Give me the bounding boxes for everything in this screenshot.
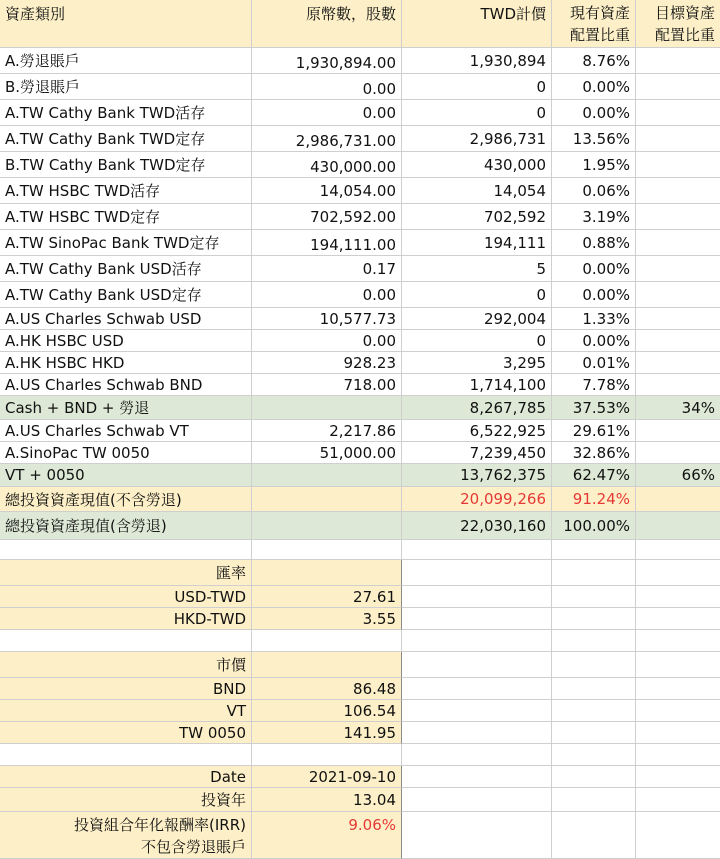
market-vt-label[interactable]: VT bbox=[0, 700, 252, 722]
table-row bbox=[0, 512, 720, 540]
twd-value[interactable]: 1,714,100 bbox=[402, 374, 552, 396]
empty-row bbox=[0, 540, 720, 560]
original-amount[interactable]: 51,000.00 bbox=[252, 442, 402, 464]
cell[interactable] bbox=[402, 700, 552, 722]
cell[interactable] bbox=[0, 540, 252, 560]
fx-usd-value[interactable]: 27.61 bbox=[252, 586, 402, 608]
asset-name[interactable]: A.TW HSBC TWD定存 bbox=[0, 204, 252, 230]
date-row bbox=[0, 766, 720, 788]
original-amount[interactable]: 1,930,894.00 bbox=[252, 48, 402, 74]
table-row bbox=[0, 204, 720, 230]
table-row bbox=[0, 126, 720, 152]
twd-value[interactable]: 0 bbox=[402, 74, 552, 100]
market-tw-row bbox=[0, 722, 720, 744]
twd-value[interactable]: 6,522,925 bbox=[402, 420, 552, 442]
asset-name[interactable]: Cash + BND + 勞退 bbox=[0, 396, 252, 420]
asset-name[interactable]: A.TW Cathy Bank USD定存 bbox=[0, 282, 252, 308]
fx-usd-label[interactable]: USD-TWD bbox=[0, 586, 252, 608]
target-allocation[interactable] bbox=[636, 374, 720, 396]
table-row bbox=[0, 282, 720, 308]
original-amount[interactable] bbox=[252, 487, 402, 512]
twd-value[interactable]: 14,054 bbox=[402, 178, 552, 204]
original-amount[interactable] bbox=[252, 464, 402, 487]
cell[interactable] bbox=[552, 744, 636, 766]
asset-name[interactable]: A.TW Cathy Bank TWD活存 bbox=[0, 100, 252, 126]
target-allocation[interactable] bbox=[636, 352, 720, 374]
years-label[interactable]: 投資年 bbox=[0, 788, 252, 812]
target-allocation[interactable]: 34% bbox=[636, 396, 720, 420]
irr-value[interactable]: 9.06% bbox=[252, 812, 402, 859]
cell[interactable] bbox=[0, 744, 252, 766]
current-allocation[interactable]: 1.95% bbox=[552, 152, 636, 178]
table-row bbox=[0, 308, 720, 330]
asset-name[interactable]: 總投資資產現值(不含勞退) bbox=[0, 487, 252, 512]
target-allocation[interactable] bbox=[636, 178, 720, 204]
original-amount[interactable]: 702,592.00 bbox=[252, 204, 402, 230]
header-current-line2: 配置比重 bbox=[569, 25, 630, 44]
cell[interactable] bbox=[252, 744, 402, 766]
cell[interactable] bbox=[636, 652, 720, 678]
table-row bbox=[0, 178, 720, 204]
twd-value[interactable]: 13,762,375 bbox=[402, 464, 552, 487]
market-bnd-value[interactable]: 86.48 bbox=[252, 678, 402, 700]
asset-name[interactable]: A.HK HSBC USD bbox=[0, 330, 252, 352]
current-allocation[interactable]: 13.56% bbox=[552, 126, 636, 152]
fx-usd-row bbox=[0, 586, 720, 608]
twd-value[interactable]: 702,592 bbox=[402, 204, 552, 230]
original-amount[interactable]: 0.00 bbox=[252, 282, 402, 308]
irr-row bbox=[0, 812, 720, 859]
twd-value[interactable]: 5 bbox=[402, 256, 552, 282]
cell[interactable] bbox=[636, 766, 720, 788]
date-value[interactable]: 2021-09-10 bbox=[252, 766, 402, 788]
cell[interactable] bbox=[552, 766, 636, 788]
cell[interactable] bbox=[402, 678, 552, 700]
target-allocation[interactable] bbox=[636, 256, 720, 282]
cell[interactable] bbox=[402, 630, 552, 652]
original-amount[interactable]: 2,986,731.00 bbox=[252, 126, 402, 152]
original-amount[interactable] bbox=[252, 512, 402, 540]
cell[interactable] bbox=[552, 560, 636, 586]
current-allocation[interactable]: 0.01% bbox=[552, 352, 636, 374]
cell[interactable] bbox=[552, 722, 636, 744]
twd-value[interactable]: 2,986,731 bbox=[402, 126, 552, 152]
asset-name[interactable]: A.SinoPac TW 0050 bbox=[0, 442, 252, 464]
twd-value[interactable]: 0 bbox=[402, 330, 552, 352]
fx-title-row bbox=[0, 560, 720, 586]
table-row bbox=[0, 442, 720, 464]
asset-name[interactable]: A.HK HSBC HKD bbox=[0, 352, 252, 374]
market-bnd-label[interactable]: BND bbox=[0, 678, 252, 700]
years-row bbox=[0, 788, 720, 812]
current-allocation[interactable]: 29.61% bbox=[552, 420, 636, 442]
original-amount[interactable]: 718.00 bbox=[252, 374, 402, 396]
original-amount[interactable]: 0.00 bbox=[252, 330, 402, 352]
table-row bbox=[0, 152, 720, 178]
current-allocation[interactable]: 0.00% bbox=[552, 330, 636, 352]
header-category[interactable]: 資產類別 bbox=[0, 0, 252, 48]
cell[interactable] bbox=[636, 540, 720, 560]
target-allocation[interactable] bbox=[636, 330, 720, 352]
asset-name[interactable]: A.US Charles Schwab BND bbox=[0, 374, 252, 396]
cell[interactable] bbox=[636, 700, 720, 722]
current-allocation[interactable]: 0.06% bbox=[552, 178, 636, 204]
twd-value[interactable]: 194,111 bbox=[402, 230, 552, 256]
target-allocation[interactable] bbox=[636, 74, 720, 100]
cell[interactable] bbox=[402, 766, 552, 788]
date-label[interactable]: Date bbox=[0, 766, 252, 788]
cell[interactable] bbox=[402, 652, 552, 678]
header-twd[interactable]: TWD計價 bbox=[402, 0, 552, 48]
cell[interactable] bbox=[402, 586, 552, 608]
twd-value[interactable]: 292,004 bbox=[402, 308, 552, 330]
table-row bbox=[0, 100, 720, 126]
twd-value[interactable]: 430,000 bbox=[402, 152, 552, 178]
original-amount[interactable]: 14,054.00 bbox=[252, 178, 402, 204]
target-allocation[interactable] bbox=[636, 230, 720, 256]
header-current[interactable] bbox=[552, 0, 636, 48]
asset-name[interactable]: A.勞退賬戶 bbox=[0, 48, 252, 74]
current-allocation[interactable]: 7.78% bbox=[552, 374, 636, 396]
asset-name[interactable]: A.TW Cathy Bank TWD定存 bbox=[0, 126, 252, 152]
target-allocation[interactable] bbox=[636, 512, 720, 540]
header-target-line1: 目標資產 bbox=[654, 3, 715, 22]
current-allocation[interactable]: 91.24% bbox=[552, 487, 636, 512]
table-row bbox=[0, 230, 720, 256]
cell[interactable] bbox=[636, 586, 720, 608]
twd-value[interactable]: 8,267,785 bbox=[402, 396, 552, 420]
target-allocation[interactable] bbox=[636, 442, 720, 464]
cell[interactable] bbox=[636, 630, 720, 652]
table-row bbox=[0, 396, 720, 420]
original-amount[interactable]: 430,000.00 bbox=[252, 152, 402, 178]
fx-title[interactable]: 匯率 bbox=[0, 560, 252, 586]
cell[interactable] bbox=[636, 678, 720, 700]
market-bnd-row bbox=[0, 678, 720, 700]
current-allocation[interactable]: 32.86% bbox=[552, 442, 636, 464]
market-tw-value[interactable]: 141.95 bbox=[252, 722, 402, 744]
cell[interactable] bbox=[552, 812, 636, 859]
cell[interactable] bbox=[402, 812, 552, 859]
header-original[interactable]: 原幣數，股數 bbox=[252, 0, 402, 48]
target-allocation[interactable] bbox=[636, 100, 720, 126]
original-amount[interactable]: 2,217.86 bbox=[252, 420, 402, 442]
twd-value[interactable]: 1,930,894 bbox=[402, 48, 552, 74]
cell[interactable] bbox=[636, 812, 720, 859]
table-row bbox=[0, 74, 720, 100]
current-allocation[interactable]: 0.00% bbox=[552, 74, 636, 100]
header-row bbox=[0, 0, 720, 48]
twd-value[interactable]: 0 bbox=[402, 282, 552, 308]
current-allocation[interactable]: 0.00% bbox=[552, 282, 636, 308]
market-vt-value[interactable]: 106.54 bbox=[252, 700, 402, 722]
cell[interactable] bbox=[402, 788, 552, 812]
cell[interactable] bbox=[636, 560, 720, 586]
years-value[interactable]: 13.04 bbox=[252, 788, 402, 812]
table-row bbox=[0, 487, 720, 512]
asset-name[interactable]: A.US Charles Schwab USD bbox=[0, 308, 252, 330]
twd-value[interactable]: 20,099,266 bbox=[402, 487, 552, 512]
target-allocation[interactable] bbox=[636, 204, 720, 230]
cell[interactable] bbox=[552, 652, 636, 678]
header-target-line2: 配置比重 bbox=[654, 25, 715, 44]
twd-value[interactable]: 3,295 bbox=[402, 352, 552, 374]
current-allocation[interactable]: 37.53% bbox=[552, 396, 636, 420]
current-allocation[interactable]: 62.47% bbox=[552, 464, 636, 487]
header-target[interactable] bbox=[636, 0, 720, 48]
cell[interactable] bbox=[552, 788, 636, 812]
target-allocation[interactable] bbox=[636, 487, 720, 512]
current-allocation[interactable]: 0.88% bbox=[552, 230, 636, 256]
cell[interactable] bbox=[252, 540, 402, 560]
table-row bbox=[0, 420, 720, 442]
cell[interactable] bbox=[552, 700, 636, 722]
target-allocation[interactable]: 66% bbox=[636, 464, 720, 487]
cell[interactable] bbox=[552, 678, 636, 700]
target-allocation[interactable] bbox=[636, 152, 720, 178]
current-allocation[interactable]: 100.00% bbox=[552, 512, 636, 540]
header-current-line1: 現有資產 bbox=[569, 3, 630, 22]
asset-name[interactable]: A.TW Cathy Bank USD活存 bbox=[0, 256, 252, 282]
cell[interactable] bbox=[252, 630, 402, 652]
target-allocation[interactable] bbox=[636, 126, 720, 152]
market-title-row bbox=[0, 652, 720, 678]
twd-value[interactable]: 7,239,450 bbox=[402, 442, 552, 464]
original-amount[interactable] bbox=[252, 396, 402, 420]
cell[interactable] bbox=[636, 608, 720, 630]
original-amount[interactable]: 10,577.73 bbox=[252, 308, 402, 330]
irr-label-cell[interactable] bbox=[0, 812, 252, 859]
table-row bbox=[0, 48, 720, 74]
market-tw-label[interactable]: TW 0050 bbox=[0, 722, 252, 744]
cell[interactable] bbox=[636, 722, 720, 744]
current-allocation[interactable]: 0.00% bbox=[552, 100, 636, 126]
asset-name[interactable]: VT + 0050 bbox=[0, 464, 252, 487]
asset-name[interactable]: A.TW HSBC TWD活存 bbox=[0, 178, 252, 204]
target-allocation[interactable] bbox=[636, 282, 720, 308]
cell[interactable] bbox=[636, 788, 720, 812]
cell[interactable] bbox=[402, 540, 552, 560]
empty-row bbox=[0, 744, 720, 766]
table-row bbox=[0, 374, 720, 396]
original-amount[interactable]: 194,111.00 bbox=[252, 230, 402, 256]
cell[interactable] bbox=[252, 652, 402, 678]
cell[interactable] bbox=[402, 744, 552, 766]
fx-hkd-label[interactable]: HKD-TWD bbox=[0, 608, 252, 630]
market-vt-row bbox=[0, 700, 720, 722]
cell[interactable] bbox=[252, 560, 402, 586]
fx-hkd-row bbox=[0, 608, 720, 630]
irr-note: 不包含勞退賬戶 bbox=[140, 838, 246, 856]
twd-value[interactable]: 0 bbox=[402, 100, 552, 126]
target-allocation[interactable] bbox=[636, 420, 720, 442]
asset-name[interactable]: 總投資資產現值(含勞退) bbox=[0, 512, 252, 540]
asset-name[interactable]: A.US Charles Schwab VT bbox=[0, 420, 252, 442]
cell[interactable] bbox=[0, 630, 252, 652]
cell[interactable] bbox=[402, 560, 552, 586]
current-allocation[interactable]: 8.76% bbox=[552, 48, 636, 74]
asset-name[interactable]: A.TW SinoPac Bank TWD定存 bbox=[0, 230, 252, 256]
current-allocation[interactable]: 3.19% bbox=[552, 204, 636, 230]
cell[interactable] bbox=[636, 744, 720, 766]
original-amount[interactable]: 0.17 bbox=[252, 256, 402, 282]
table-row bbox=[0, 330, 720, 352]
cell[interactable] bbox=[552, 586, 636, 608]
original-amount[interactable]: 928.23 bbox=[252, 352, 402, 374]
cell[interactable] bbox=[402, 722, 552, 744]
table-row bbox=[0, 256, 720, 282]
asset-name[interactable]: B.TW Cathy Bank TWD定存 bbox=[0, 152, 252, 178]
original-amount[interactable]: 0.00 bbox=[252, 100, 402, 126]
cell[interactable] bbox=[552, 540, 636, 560]
market-title[interactable]: 市價 bbox=[0, 652, 252, 678]
twd-value[interactable]: 22,030,160 bbox=[402, 512, 552, 540]
cell[interactable] bbox=[552, 608, 636, 630]
original-amount[interactable]: 0.00 bbox=[252, 74, 402, 100]
irr-label: 投資組合年化報酬率(IRR) bbox=[74, 816, 246, 834]
current-allocation[interactable]: 1.33% bbox=[552, 308, 636, 330]
cell[interactable] bbox=[402, 608, 552, 630]
target-allocation[interactable] bbox=[636, 48, 720, 74]
fx-hkd-value[interactable]: 3.55 bbox=[252, 608, 402, 630]
empty-row bbox=[0, 630, 720, 652]
current-allocation[interactable]: 0.00% bbox=[552, 256, 636, 282]
cell[interactable] bbox=[552, 630, 636, 652]
table-row bbox=[0, 352, 720, 374]
table-row bbox=[0, 464, 720, 487]
target-allocation[interactable] bbox=[636, 308, 720, 330]
asset-name[interactable]: B.勞退賬戶 bbox=[0, 74, 252, 100]
